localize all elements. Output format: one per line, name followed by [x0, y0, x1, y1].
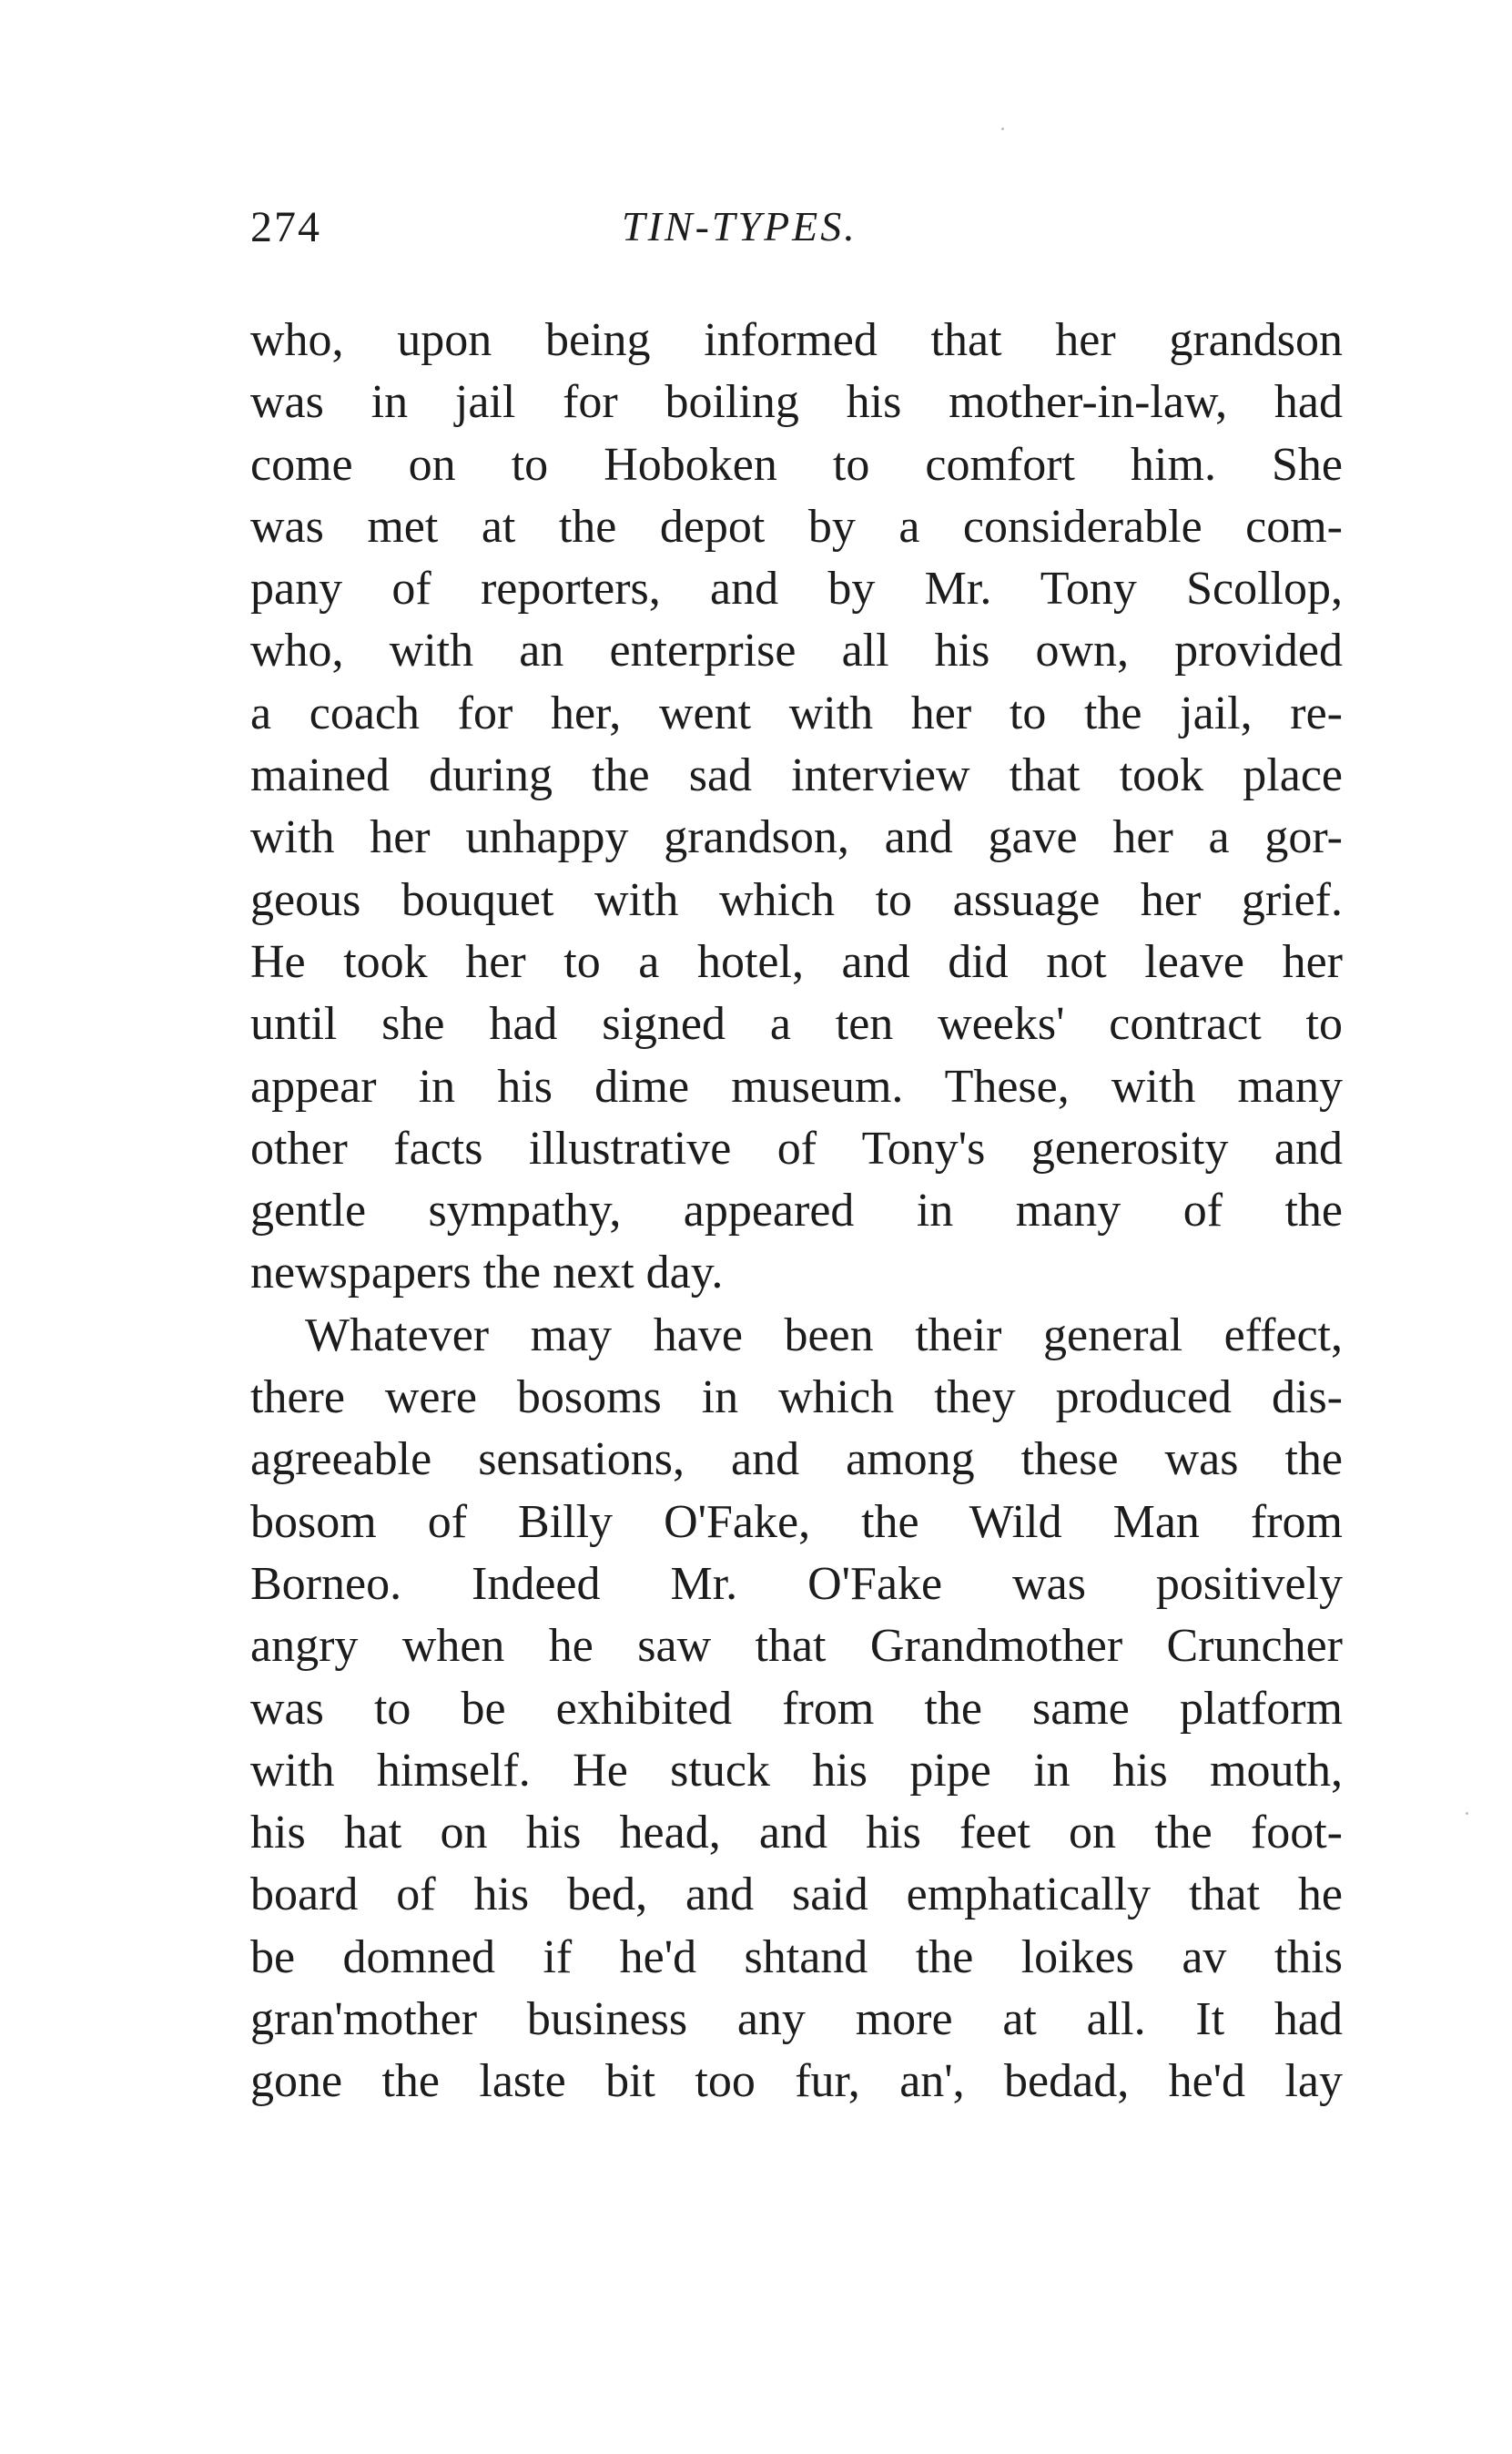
text-line: gentle sympathy, appeared in many of the	[250, 1185, 1343, 1237]
text-line: newspapers the next day.	[250, 1247, 724, 1299]
text-line: agreeable sensations, and among these was the	[250, 1433, 1343, 1486]
text-line: gran'mother business any more at all. It had	[250, 1993, 1343, 2046]
page-header	[250, 202, 1343, 266]
text-line: geous bouquet with which to assuage her grief.	[250, 873, 1343, 926]
text-line: there were bosoms in which they produced dis-	[250, 1371, 1343, 1424]
text-line: with himself. He stuck his pipe in his mouth,	[250, 1744, 1343, 1797]
text-line: who, with an enterprise all his own, provided	[250, 625, 1343, 677]
text-line: until she had signed a ten weeks' contract to	[250, 998, 1343, 1051]
text-line: He took her to a hotel, and did not leave her	[250, 935, 1343, 988]
text-line: angry when he saw that Grandmother Cruncher	[250, 1620, 1343, 1673]
text-line: was met at the depot by a considerable com-	[250, 500, 1343, 553]
text-line: mained during the sad interview that took place	[250, 749, 1343, 802]
text-line: was in jail for boiling his mother-in-law, had	[250, 376, 1343, 429]
text-line: pany of reporters, and by Mr. Tony Scollop,	[250, 563, 1343, 616]
text-line: be domned if he'd shtand the loikes av this	[250, 1930, 1343, 1983]
scan-speck	[1001, 127, 1004, 130]
page-number: 274	[250, 203, 321, 251]
text-line: Borneo. Indeed Mr. O'Fake was positively	[250, 1557, 1343, 1610]
text-line: come on to Hoboken to comfort him. She	[250, 438, 1343, 491]
text-line: other facts illustrative of Tony's generosity and	[250, 1122, 1343, 1175]
scan-speck	[1466, 1812, 1468, 1815]
text-line: was to be exhibited from the same platform	[250, 1682, 1343, 1735]
text-line: with her unhappy grandson, and gave her a gor-	[250, 811, 1343, 864]
text-line: bosom of Billy O'Fake, the Wild Man from	[250, 1495, 1343, 1548]
text-line: who, upon being informed that her grandson	[250, 314, 1343, 366]
text-line: his hat on his head, and his feet on the foot-	[250, 1807, 1343, 1859]
running-title: TIN-TYPES.	[622, 203, 857, 249]
text-line: a coach for her, went with her to the jail, re-	[250, 687, 1343, 739]
text-line: appear in his dime museum. These, with many	[250, 1060, 1343, 1113]
text-line: gone the laste bit too fur, an', bedad, he'd lay	[250, 2055, 1343, 2108]
text-line: Whatever may have been their general effect,	[305, 1308, 1343, 1361]
body-text	[250, 310, 1343, 2113]
text-line: board of his bed, and said emphatically that he	[250, 1869, 1343, 1921]
